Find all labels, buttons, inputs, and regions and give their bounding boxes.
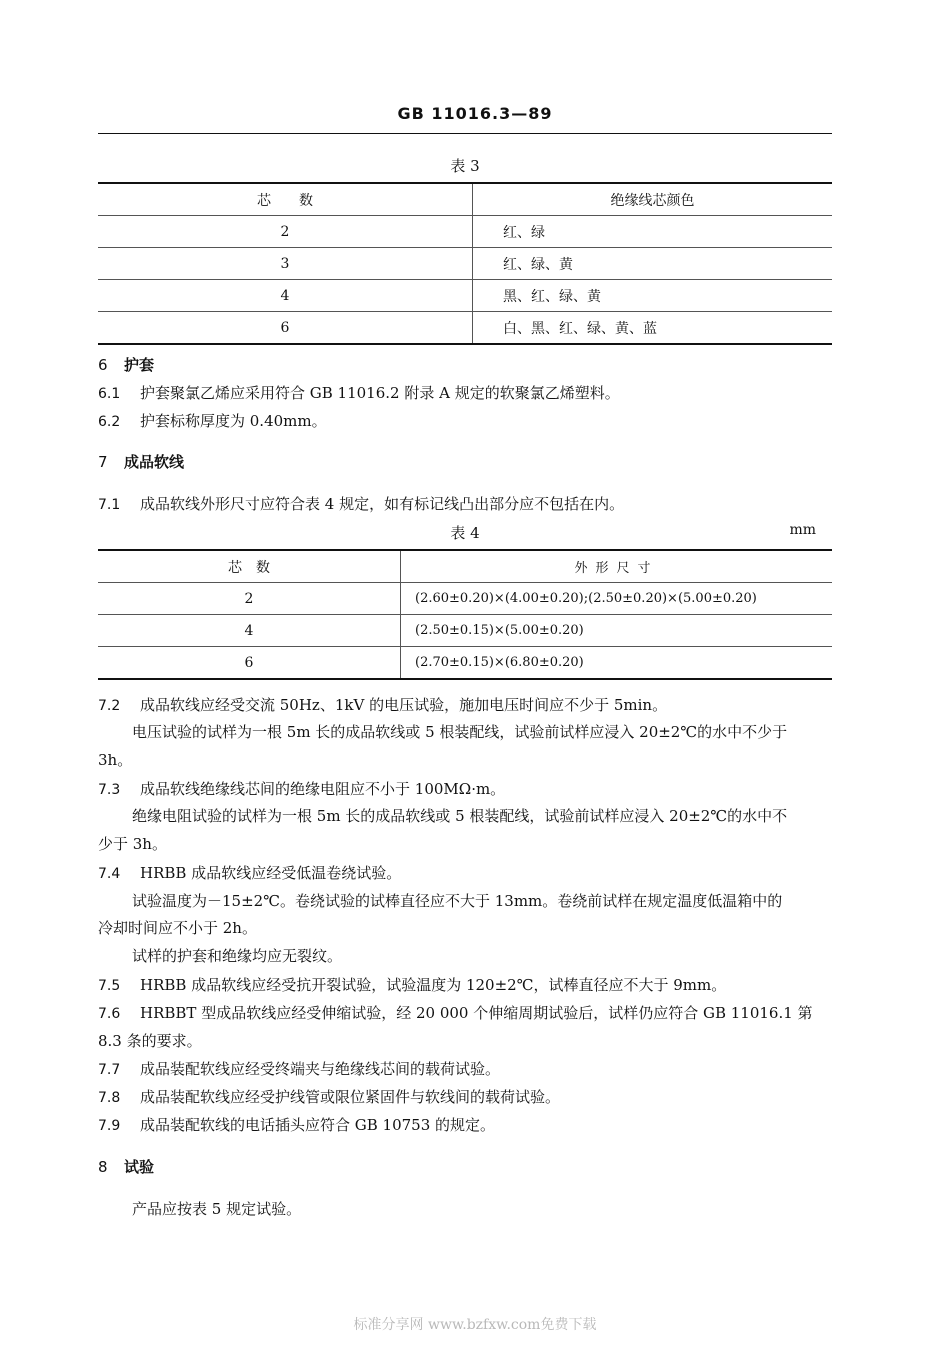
document-code-header: GB 11016.3—89 (397, 104, 553, 123)
table4 (98, 549, 832, 680)
table3-cell-cores: 2 (98, 216, 473, 248)
clause-number: 7.7 (98, 1062, 121, 1078)
table3-cell-colors: 红、绿 (473, 216, 833, 248)
clause-number: 7.5 (98, 978, 121, 994)
clause-text: 成品装配软线应经受护线管或限位紧固件与软线间的载荷试验。 (140, 1088, 561, 1106)
clause-number: 7.2 (98, 698, 121, 714)
table4-col-size: 外形尺寸 (401, 550, 833, 583)
clause-7-3-para-cont: 少于 3h。 (98, 835, 167, 853)
section-8-heading (98, 1157, 838, 1177)
clause-7-4 (98, 863, 838, 884)
table-header-row (98, 550, 832, 583)
table4-cell-cores: 4 (98, 615, 401, 647)
table-row (98, 312, 832, 345)
section-number: 8 (98, 1158, 108, 1176)
header-rule (98, 133, 832, 134)
clause-7-4-para2: 试样的护套和绝缘均应无裂纹。 (132, 947, 343, 965)
table4-cell-cores: 2 (98, 583, 401, 615)
clause-number: 7.4 (98, 866, 121, 882)
clause-7-2-para: 电压试验的试样为一根 5m 长的成品软线或 5 根装配线，试验前试样应浸入 20±2℃的水中不少于 (132, 723, 788, 741)
clause-text: 成品软线应经受交流 50Hz、1kV 的电压试验，施加电压时间应不少于 5min。 (140, 696, 668, 714)
table3-cell-colors: 黑、红、绿、黄 (473, 280, 833, 312)
section-6-heading (98, 355, 838, 375)
clause-number: 7.3 (98, 782, 121, 798)
section-number: 7 (98, 453, 108, 471)
table3-cell-cores: 6 (98, 312, 473, 345)
clause-7-2-para-cont: 3h。 (98, 751, 133, 769)
table3-col-colors: 绝缘线芯颜色 (473, 183, 833, 216)
table3-cell-cores: 3 (98, 248, 473, 280)
clause-7-1 (98, 494, 838, 515)
clause-7-8 (98, 1087, 838, 1108)
clause-text: 护套标称厚度为 0.40mm。 (140, 412, 327, 430)
section-8-para: 产品应按表 5 规定试验。 (132, 1200, 302, 1218)
table-row (98, 280, 832, 312)
table3-cell-colors: 红、绿、黄 (473, 248, 833, 280)
section-title: 成品软线 (124, 453, 185, 471)
table4-cell-size: (2.50±0.15)×(5.00±0.20) (401, 615, 833, 647)
clause-7-6 (98, 1003, 838, 1024)
clause-number: 6.2 (98, 414, 121, 430)
section-7-heading (98, 452, 838, 472)
table4-cell-size: (2.70±0.15)×(6.80±0.20) (415, 655, 584, 670)
table4-unit: mm (789, 522, 816, 538)
clause-7-3-para: 绝缘电阻试验的试样为一根 5m 长的成品软线或 5 根装配线，试验前试样应浸入 20±2℃的水中不 (132, 807, 788, 825)
clause-text: 成品软线绝缘线芯间的绝缘电阻应不小于 100MΩ·m。 (140, 780, 506, 798)
clause-text: 成品装配软线应经受终端夹与绝缘线芯间的载荷试验。 (140, 1060, 501, 1078)
table3-cell-colors: 白、黑、红、绿、黄、蓝 (503, 320, 657, 337)
clause-text: 护套聚氯乙烯应采用符合 GB 11016.2 附录 A 规定的软聚氯乙烯塑料。 (140, 384, 620, 402)
watermark-footer: 标准分享网 www.bzfxw.com免费下载 (353, 1317, 597, 1333)
clause-7-5 (98, 975, 838, 996)
clause-number: 7.9 (98, 1118, 121, 1134)
clause-text: HRBB 成品软线应经受抗开裂试验，试验温度为 120±2℃，试棒直径应不大于 9mm。 (140, 976, 727, 994)
clause-7-9 (98, 1115, 838, 1136)
table3-caption: 表 3 (450, 157, 480, 175)
table-row (98, 615, 832, 647)
section-number: 6 (98, 356, 108, 374)
table3 (98, 182, 832, 345)
table4-caption: 表 4 (450, 524, 480, 542)
table4-col-cores: 芯 数 (98, 550, 401, 583)
table4-cell-cores: 6 (98, 647, 401, 680)
section-title: 护套 (124, 356, 155, 374)
section-title: 试验 (124, 1158, 155, 1176)
table-row (98, 647, 832, 680)
clause-number: 6.1 (98, 386, 121, 402)
table-row (98, 248, 832, 280)
clause-text: HRBB 成品软线应经受低温卷绕试验。 (140, 864, 402, 882)
table3-col-cores: 芯 数 (98, 183, 473, 216)
clause-text: 成品装配软线的电话插头应符合 GB 10753 的规定。 (140, 1116, 496, 1134)
table-row (98, 216, 832, 248)
clause-text: 成品软线外形尺寸应符合表 4 规定，如有标记线凸出部分应不包括在内。 (140, 495, 625, 513)
clause-7-7 (98, 1059, 838, 1080)
clause-7-4-para-cont: 冷却时间应不小于 2h。 (98, 919, 257, 937)
table4-cell-size: (2.60±0.20)×(4.00±0.20);(2.50±0.20)×(5.00±0.20) (401, 583, 833, 615)
clause-number: 7.8 (98, 1090, 121, 1106)
clause-7-6-cont: 8.3 条的要求。 (98, 1032, 202, 1050)
clause-7-2 (98, 695, 838, 716)
clause-text: HRBBT 型成品软线应经受伸缩试验，经 20 000 个伸缩周期试验后，试样仍应符合 GB 11016.1 第 (140, 1004, 813, 1022)
clause-7-4-para: 试验温度为－15±2℃。卷绕试验的试棒直径应不大于 13mm。卷绕前试样在规定温度低温箱中的 (132, 892, 783, 910)
clause-6-2 (98, 411, 838, 432)
clause-number: 7.1 (98, 497, 121, 513)
clause-number: 7.6 (98, 1006, 121, 1022)
table-row (98, 583, 832, 615)
table3-cell-cores: 4 (98, 280, 473, 312)
clause-7-3 (98, 779, 838, 800)
table-header-row (98, 183, 832, 216)
clause-6-1 (98, 383, 838, 404)
